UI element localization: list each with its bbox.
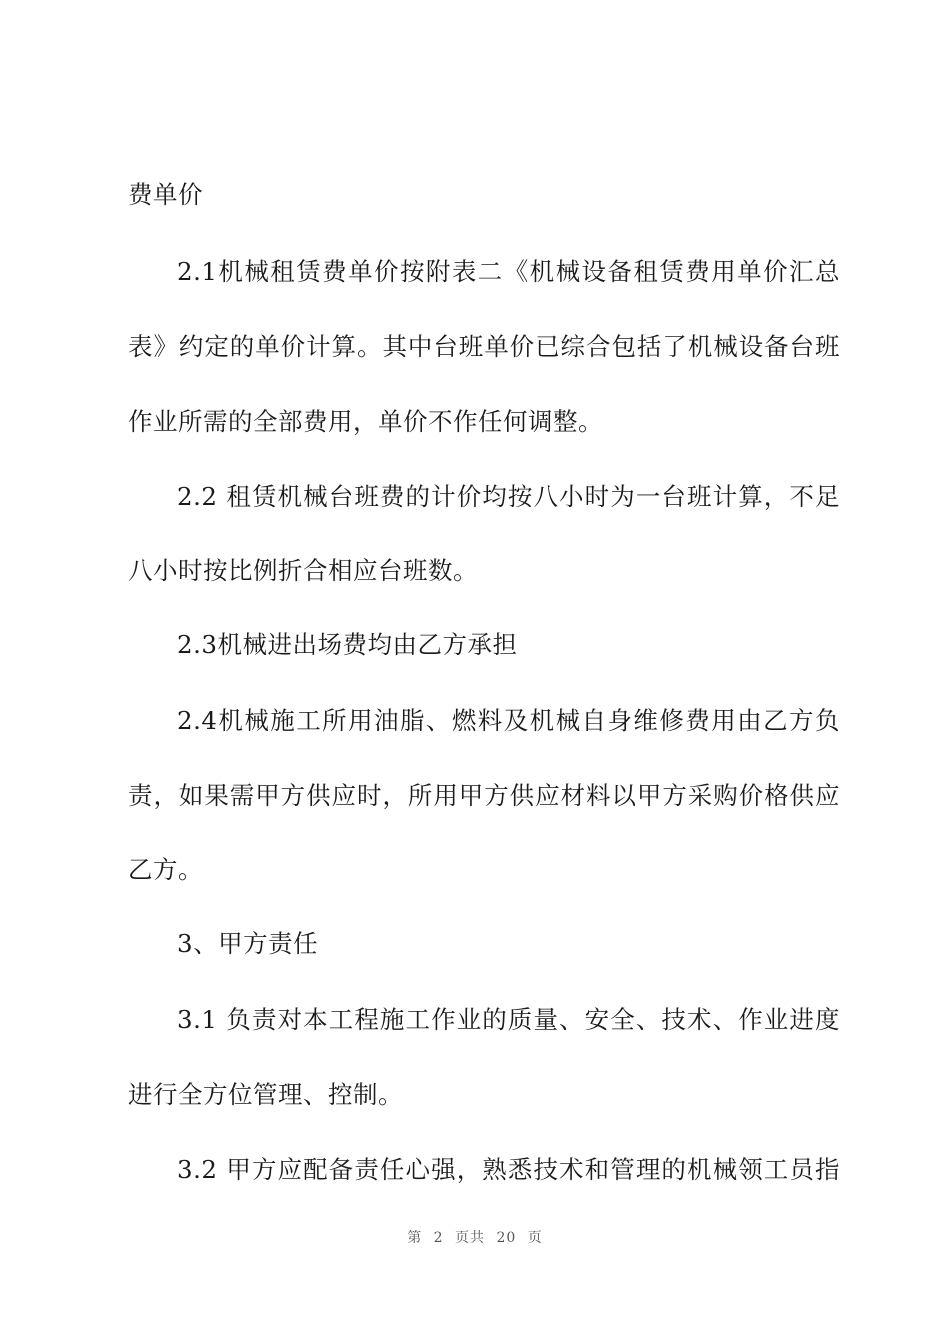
text-line-9: 责，如果需甲方供应时，所用甲方供应材料以甲方采购价格供应	[128, 781, 840, 810]
text-line-11: 3、甲方责任	[177, 929, 319, 958]
text-line-6: 八小时按比例折合相应台班数。	[128, 556, 478, 585]
text-line-5: 2.2 租赁机械台班费的计价均按八小时为一台班计算，不足	[177, 482, 840, 511]
text-line-1: 费单价	[128, 180, 203, 209]
text-line-14: 3.2 甲方应配备责任心强，熟悉技术和管理的机械领工员指	[177, 1155, 840, 1184]
text-line-4: 作业所需的全部费用，单价不作任何调整。	[128, 407, 603, 436]
page-number-footer: 第 2 页共 20 页	[407, 1230, 543, 1246]
text-line-12: 3.1 负责对本工程施工作业的质量、安全、技术、作业进度	[177, 1005, 840, 1034]
text-line-13: 进行全方位管理、控制。	[128, 1080, 403, 1109]
text-line-7: 2.3机械进出场费均由乙方承担	[177, 630, 518, 659]
text-line-8: 2.4机械施工所用油脂、燃料及机械自身维修费用由乙方负	[177, 706, 840, 735]
text-line-3: 表》约定的单价计算。其中台班单价已综合包括了机械设备台班	[128, 332, 840, 361]
text-line-10: 乙方。	[128, 855, 203, 884]
text-line-2: 2.1机械租赁费单价按附表二《机械设备租赁费用单价汇总	[177, 257, 840, 286]
